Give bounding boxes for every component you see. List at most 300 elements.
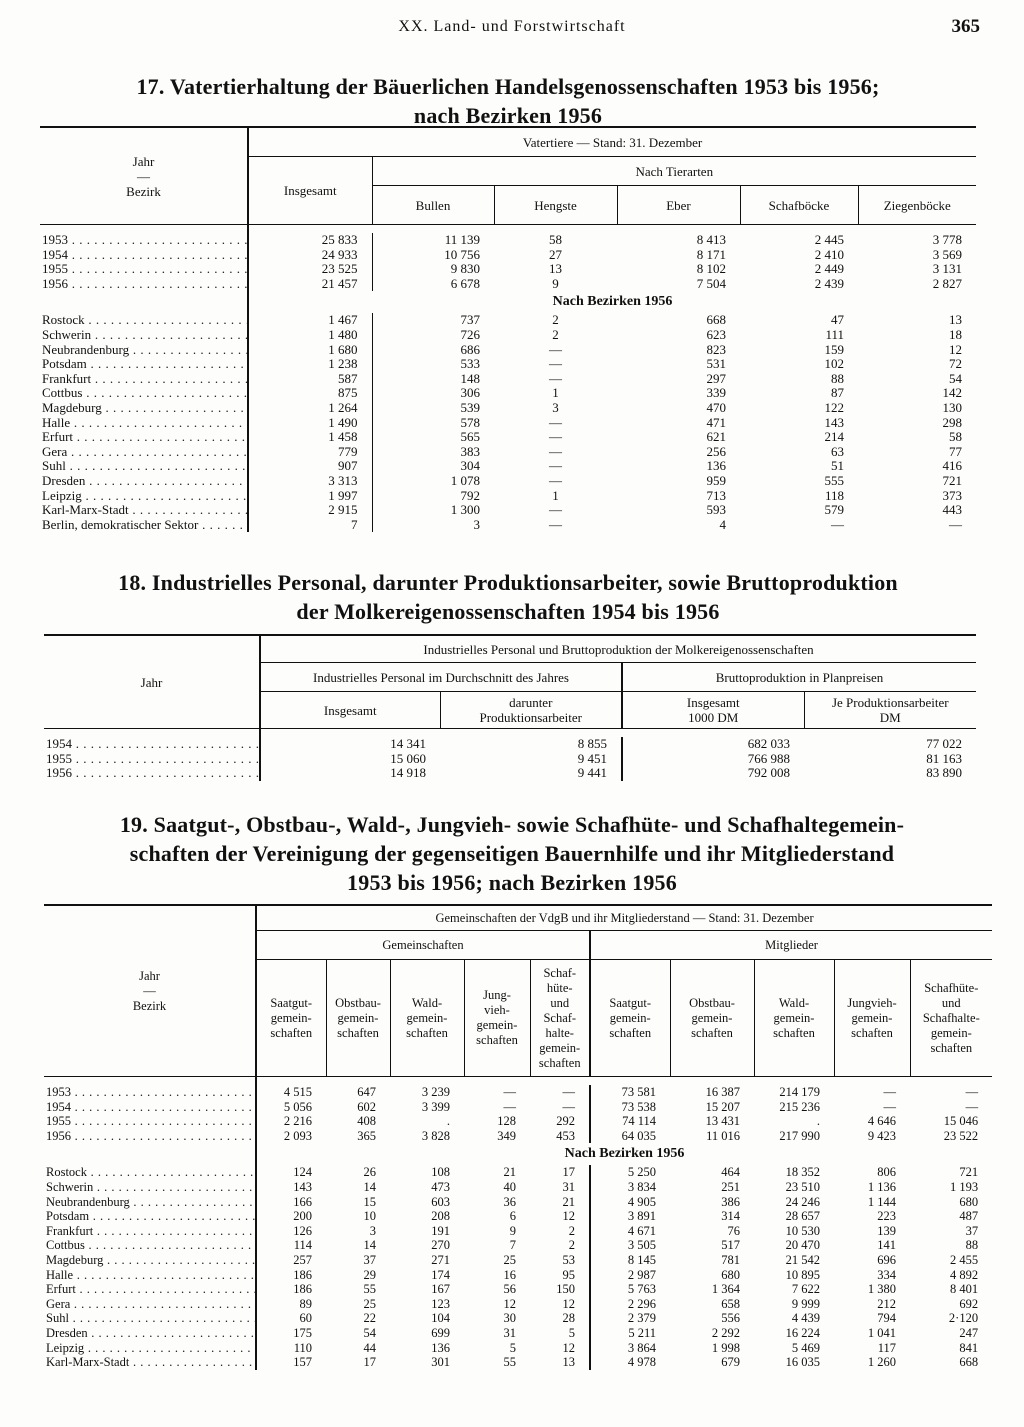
row-label-text: 1956: [46, 1128, 71, 1143]
row-label-text: Halle: [46, 1267, 74, 1282]
table-cell: 579: [824, 502, 844, 518]
table-cell: 130: [942, 399, 963, 415]
leader-dots: [89, 1209, 256, 1223]
table-cell: 471: [706, 414, 726, 430]
table-cell: 128: [497, 1114, 516, 1129]
table-row: [44, 1165, 992, 1180]
table-cell: 256: [706, 443, 726, 459]
table-cell: 682 033: [622, 737, 804, 752]
table-cell: 875: [248, 386, 372, 401]
row-label-text: Cottbus: [46, 1238, 85, 1253]
spacer-cell: [44, 1077, 256, 1086]
table-cell: 1 041: [867, 1325, 896, 1340]
spacer-cell: [390, 1077, 464, 1086]
spacer-cell: [40, 225, 248, 234]
column-header: [326, 960, 390, 1077]
table-19-title-line2: schaften der Vereinigung der gegenseitigen Bauernhilfe und ihr Mitgliederstand: [129, 841, 895, 866]
table-row: [44, 1180, 992, 1195]
column-header: [464, 960, 530, 1077]
table-17-title: [40, 72, 976, 130]
table-cell: 3 828: [421, 1128, 450, 1143]
table-cell: 3 399: [421, 1099, 450, 1114]
spacer-cell: [530, 1077, 590, 1086]
table-cell: 22: [363, 1311, 376, 1326]
table-cell: 298: [942, 414, 963, 430]
leader-dots: [129, 1355, 256, 1369]
table-cell: 386: [721, 1194, 740, 1209]
table-cell: 157: [256, 1355, 326, 1370]
table-cell: 2 379: [590, 1311, 670, 1326]
leader-dots: [68, 233, 248, 247]
column-header: Bullen: [372, 186, 494, 225]
row-label-text: Frankfurt: [46, 1223, 94, 1238]
table-18-title-line2: der Molkereigenossenschaften 1954 bis 1956: [296, 599, 720, 624]
table-cell: 54: [363, 1325, 376, 1340]
table-row: [44, 1297, 992, 1312]
table-cell: —: [965, 1085, 979, 1099]
row-label: [40, 328, 248, 343]
leader-dots: [198, 518, 248, 532]
spacer-cell: [590, 1077, 670, 1086]
table-cell: 9 451: [577, 750, 607, 766]
column-header-line: gemein-: [270, 1010, 312, 1025]
table-cell: 766 988: [622, 752, 804, 767]
table-cell: 51: [831, 458, 844, 474]
section-stub: [40, 291, 248, 313]
row-label-text: Karl-Marx-Stadt: [42, 503, 129, 518]
leader-dots: [91, 372, 248, 386]
table-cell: 2 445: [814, 232, 844, 247]
table-cell: 21 457: [248, 277, 372, 292]
column-header-line: gemein-: [930, 1025, 972, 1040]
column-header-line: schaften: [609, 1025, 652, 1040]
row-label-text: Dresden: [46, 1325, 88, 1340]
table-cell: —: [549, 472, 562, 488]
table-cell: 408: [357, 1114, 376, 1129]
table-cell: 9: [509, 1223, 516, 1238]
header-gemeinschaften: Gemeinschaften: [256, 931, 590, 960]
table-cell: —: [549, 370, 562, 386]
stub-dash: —: [137, 168, 150, 184]
table-cell: 270: [431, 1238, 450, 1253]
table-cell: 16 035: [785, 1355, 820, 1370]
table-row: [44, 1311, 992, 1326]
table-cell: 416: [942, 458, 963, 474]
table-cell: 1 998: [711, 1340, 740, 1355]
column-header: Hengste: [494, 186, 617, 225]
table-cell: 5: [509, 1340, 516, 1355]
table-19: [44, 904, 992, 1370]
table-cell: 806: [877, 1165, 896, 1180]
table-cell: 214: [824, 429, 844, 445]
row-label: [44, 752, 260, 767]
table-cell: 794: [877, 1311, 896, 1326]
table-cell: 841: [959, 1340, 979, 1355]
table-cell: 81 163: [926, 750, 963, 766]
table-cell: 11 016: [706, 1128, 740, 1143]
table-cell: 3 313: [248, 474, 372, 489]
header-production: Bruttoproduktion in Planpreisen: [622, 663, 976, 692]
table-cell: 713: [706, 487, 726, 503]
table-row: [44, 766, 976, 781]
table-cell: 136: [431, 1340, 450, 1355]
table-cell: .: [816, 1114, 820, 1129]
column-header-line: gemein-: [609, 1010, 651, 1025]
table-row: [40, 343, 976, 358]
table-row: [40, 416, 976, 431]
table-row: [40, 313, 976, 328]
table-row: [40, 445, 976, 460]
table-cell: —: [549, 458, 562, 474]
table-cell: 9 423: [867, 1128, 896, 1143]
leader-dots: [87, 357, 248, 371]
table-cell: 88: [831, 370, 844, 386]
table-cell: 73 538: [590, 1100, 670, 1115]
table-row: [44, 752, 976, 767]
table-cell: 3: [372, 518, 494, 533]
row-label: [44, 1180, 256, 1195]
table-cell: 2: [568, 1223, 575, 1238]
column-header-line: gemein-: [406, 1010, 448, 1025]
section-heading: Nach Bezirken 1956: [248, 291, 976, 313]
column-header: [530, 960, 590, 1077]
column-header-line: Jungvieh-: [847, 995, 897, 1010]
table-cell: —: [549, 356, 562, 372]
table-cell: 1 238: [248, 357, 372, 372]
col-label-line: Produktionsarbeiter: [479, 710, 583, 725]
leader-dots: [70, 416, 248, 430]
table-row: [40, 357, 976, 372]
table-cell: 7 622: [791, 1282, 820, 1297]
table-cell: 679: [721, 1355, 740, 1370]
row-label-text: Halle: [42, 415, 71, 430]
table-cell: 686: [372, 343, 494, 358]
section-heading-row: [44, 1143, 992, 1165]
stub-dash: —: [143, 983, 156, 998]
table-cell: 792: [372, 489, 494, 504]
col-label-line: darunter: [509, 695, 553, 710]
row-label: [40, 343, 248, 358]
table-cell: 5 469: [791, 1340, 820, 1355]
row-label: [40, 474, 248, 489]
row-label: [44, 1268, 256, 1283]
table-cell: —: [549, 414, 562, 430]
table-cell: 21: [503, 1165, 516, 1180]
table-cell: 83 890: [926, 765, 963, 781]
row-label: [44, 1085, 256, 1100]
table-cell: 14 341: [260, 737, 440, 752]
table-cell: 383: [372, 445, 494, 460]
column-header: [590, 960, 670, 1077]
table-cell: 217 990: [779, 1128, 820, 1143]
row-label: [44, 1326, 256, 1341]
row-label-text: Frankfurt: [42, 371, 92, 386]
table-cell: 30: [503, 1311, 516, 1326]
row-label: [44, 1282, 256, 1297]
table-cell: 23 525: [248, 262, 372, 277]
table-cell: 1 193: [949, 1179, 979, 1194]
row-label: [44, 1100, 256, 1115]
table-row: [44, 1195, 992, 1210]
table-cell: 12: [503, 1296, 516, 1311]
table-cell: 603: [431, 1194, 450, 1209]
table-cell: 1 480: [248, 328, 372, 343]
table-cell: 44: [363, 1340, 376, 1355]
row-label-text: 1954: [46, 1099, 71, 1114]
row-label-text: Potsdam: [46, 1209, 90, 1224]
column-header-line: und: [941, 995, 961, 1010]
column-header-line: Obstbau-: [689, 995, 735, 1010]
table-cell: 200: [256, 1209, 326, 1224]
leader-dots: [71, 1085, 256, 1099]
table-cell: 4 892: [949, 1267, 979, 1282]
table-cell: 167: [431, 1282, 450, 1297]
table-cell: 556: [721, 1311, 740, 1326]
row-label: [44, 1341, 256, 1356]
table-cell: 73 581: [590, 1085, 670, 1100]
row-label: [44, 1224, 256, 1239]
table-cell: 737: [372, 313, 494, 328]
table-cell: 6 678: [372, 277, 494, 292]
table-cell: 907: [248, 459, 372, 474]
table-cell: 565: [372, 430, 494, 445]
table-cell: 555: [824, 472, 844, 488]
table-cell: 122: [824, 399, 844, 415]
table-cell: 142: [942, 385, 963, 401]
table-cell: 28: [562, 1311, 575, 1326]
table-row: [44, 1085, 992, 1100]
table-cell: 3 891: [590, 1209, 670, 1224]
table-cell: 297: [706, 370, 726, 386]
column-header-line: schaften: [538, 1055, 581, 1070]
table-row: [40, 518, 976, 533]
table-cell: 2·120: [948, 1311, 979, 1326]
column-header-line: Schafhalte-: [922, 1010, 980, 1025]
leader-dots: [85, 474, 248, 488]
table-cell: 12: [562, 1296, 575, 1311]
leader-dots: [68, 277, 248, 291]
table-cell: 2 410: [814, 246, 844, 262]
row-label-text: 1955: [42, 262, 68, 277]
table-cell: 104: [431, 1311, 450, 1326]
table-row: [40, 503, 976, 518]
row-label: [40, 277, 248, 292]
table-cell: 64 035: [590, 1129, 670, 1144]
table-row: [40, 474, 976, 489]
table-cell: 5 763: [590, 1282, 670, 1297]
row-label-text: Berlin, demokratischer Sektor: [42, 517, 199, 532]
table-cell: 1 997: [248, 489, 372, 504]
row-label-text: Erfurt: [46, 1282, 76, 1297]
header-mitglieder: Mitglieder: [590, 931, 992, 960]
table-cell: 118: [824, 487, 844, 503]
table-cell: 647: [357, 1085, 376, 1099]
table-cell: 4 439: [791, 1311, 820, 1326]
column-header-line: Schafhüte-: [924, 980, 979, 995]
leader-dots: [68, 262, 248, 276]
header-personal: Industrielles Personal im Durchschnitt des Jahres: [260, 663, 622, 692]
table-cell: —: [831, 516, 844, 532]
table-cell: 334: [877, 1267, 896, 1282]
spacer-cell: [910, 1077, 992, 1086]
column-header-line: Wald-: [411, 995, 443, 1010]
table-cell: 174: [431, 1267, 450, 1282]
table-cell: —: [549, 502, 562, 518]
table-19-title-line3: 1953 bis 1956; nach Bezirken 1956: [347, 870, 677, 895]
table-cell: 124: [256, 1165, 326, 1180]
row-label-text: Erfurt: [42, 430, 74, 445]
table-row: [44, 1238, 992, 1253]
column-header-line: Saatgut-: [609, 995, 652, 1010]
table-cell: 111: [825, 326, 844, 342]
table-cell: 3: [369, 1223, 376, 1238]
table-cell: 517: [721, 1238, 740, 1253]
row-label-text: 1955: [46, 1114, 71, 1129]
row-label: [44, 1355, 256, 1370]
row-label-text: Suhl: [46, 1311, 69, 1326]
row-label: [44, 1311, 256, 1326]
table-cell: 36: [503, 1194, 516, 1209]
row-label-text: Suhl: [42, 459, 66, 474]
table-cell: 14: [363, 1238, 376, 1253]
column-header-line: Wald-: [778, 995, 810, 1010]
leader-dots: [71, 1114, 256, 1128]
table-cell: 1 300: [372, 503, 494, 518]
table-cell: 1 144: [867, 1194, 896, 1209]
row-label: [40, 313, 248, 328]
table-cell: 17: [562, 1165, 575, 1180]
table-cell: 143: [256, 1180, 326, 1195]
table-row: [40, 328, 976, 343]
table-cell: 5 211: [590, 1326, 670, 1341]
table-cell: 63: [831, 443, 844, 459]
column-header-line: schaften: [773, 1025, 815, 1040]
table-cell: 443: [942, 502, 963, 518]
table-17-title-line1: 17. Vatertierhaltung der Bäuerlichen Handelsgenossenschaften 1953 bis 1956;: [136, 74, 880, 99]
table-cell: 251: [721, 1179, 740, 1194]
leader-dots: [71, 1100, 256, 1114]
row-label-text: 1953: [46, 1085, 71, 1099]
header-vatertiere: Vatertiere — Stand: 31. Dezember: [248, 127, 976, 157]
table-cell: 1 380: [867, 1282, 896, 1297]
leader-dots: [129, 503, 248, 517]
table-cell: 257: [256, 1253, 326, 1268]
table-cell: 25 833: [248, 233, 372, 248]
table-cell: —: [949, 516, 963, 532]
row-label: [40, 518, 248, 533]
table-cell: 2: [552, 326, 559, 342]
table-cell: 1: [552, 385, 559, 401]
row-label: [44, 1253, 256, 1268]
table-cell: 4 515: [256, 1085, 326, 1100]
leader-dots: [85, 1238, 256, 1252]
table-cell: 16: [503, 1267, 516, 1282]
table-row: [40, 372, 976, 387]
col-produktionsarbeiter: [440, 692, 622, 729]
leader-dots: [102, 401, 248, 415]
row-label-text: 1954: [46, 737, 72, 751]
spacer-cell: [464, 1077, 530, 1086]
table-cell: 1 490: [248, 416, 372, 431]
row-label: [40, 445, 248, 460]
table-cell: 25: [363, 1296, 376, 1311]
table-cell: 1 260: [867, 1355, 896, 1370]
table-row: [44, 1253, 992, 1268]
row-label: [44, 737, 260, 752]
table-cell: 123: [431, 1296, 450, 1311]
column-header-line: schaften: [337, 1025, 379, 1040]
table-cell: 95: [562, 1267, 575, 1282]
table-cell: 141: [877, 1238, 896, 1253]
spacer-cell: [44, 729, 260, 738]
table-cell: 349: [497, 1128, 516, 1143]
table-cell: 40: [503, 1179, 516, 1194]
row-label: [40, 416, 248, 431]
table-cell: 148: [372, 372, 494, 387]
table-row: [44, 1114, 992, 1129]
table-cell: 1 458: [248, 430, 372, 445]
table-row: [40, 277, 976, 292]
leader-dots: [129, 343, 248, 357]
row-label-text: Schwerin: [46, 1179, 94, 1194]
table-cell: 1 264: [248, 401, 372, 416]
table-cell: 721: [959, 1165, 979, 1180]
table-cell: 3 569: [932, 246, 963, 262]
table-cell: 13: [562, 1355, 575, 1370]
table-cell: 2: [552, 312, 559, 328]
table-cell: 668: [706, 312, 726, 328]
table-cell: 487: [959, 1209, 979, 1224]
table-cell: 3 131: [932, 261, 963, 277]
table-cell: 587: [248, 372, 372, 387]
table-cell: 58: [949, 429, 963, 445]
table-cell: —: [549, 516, 562, 532]
table-row: [44, 737, 976, 752]
row-label: [40, 248, 248, 263]
column-header-line: gemein-: [851, 1010, 893, 1025]
table-cell: 4 978: [590, 1355, 670, 1370]
table-cell: 533: [372, 357, 494, 372]
row-label-text: Neubrandenburg: [42, 342, 130, 357]
table-row: [40, 233, 976, 248]
table-cell: 2 827: [932, 275, 963, 291]
table-cell: 1 136: [867, 1179, 896, 1194]
stub-header: [44, 905, 256, 1077]
table-cell: 658: [721, 1296, 740, 1311]
table-cell: 37: [363, 1252, 376, 1267]
column-header-line: schaften: [406, 1025, 448, 1040]
table-cell: 2 449: [814, 261, 844, 277]
table-cell: 26: [363, 1165, 376, 1180]
column-header: [754, 960, 834, 1077]
spacer-row: [44, 729, 976, 738]
table-cell: 29: [363, 1267, 376, 1282]
column-header-line: gemein-: [691, 1010, 733, 1025]
col-je-produktionsarbeiter: [804, 692, 976, 729]
table-row: [40, 401, 976, 416]
table-cell: 247: [959, 1325, 979, 1340]
row-label-text: Neubrandenburg: [46, 1194, 130, 1209]
table-cell: 14 918: [260, 766, 440, 781]
table-cell: 77: [949, 443, 963, 459]
table-cell: 792 008: [622, 766, 804, 781]
table-cell: 473: [431, 1179, 450, 1194]
table-cell: —: [883, 1099, 896, 1114]
stub-district: Bezirk: [126, 183, 161, 199]
column-header-line: hüte-: [546, 980, 573, 995]
spacer-cell: [754, 1077, 834, 1086]
row-label-text: 1956: [46, 766, 72, 781]
